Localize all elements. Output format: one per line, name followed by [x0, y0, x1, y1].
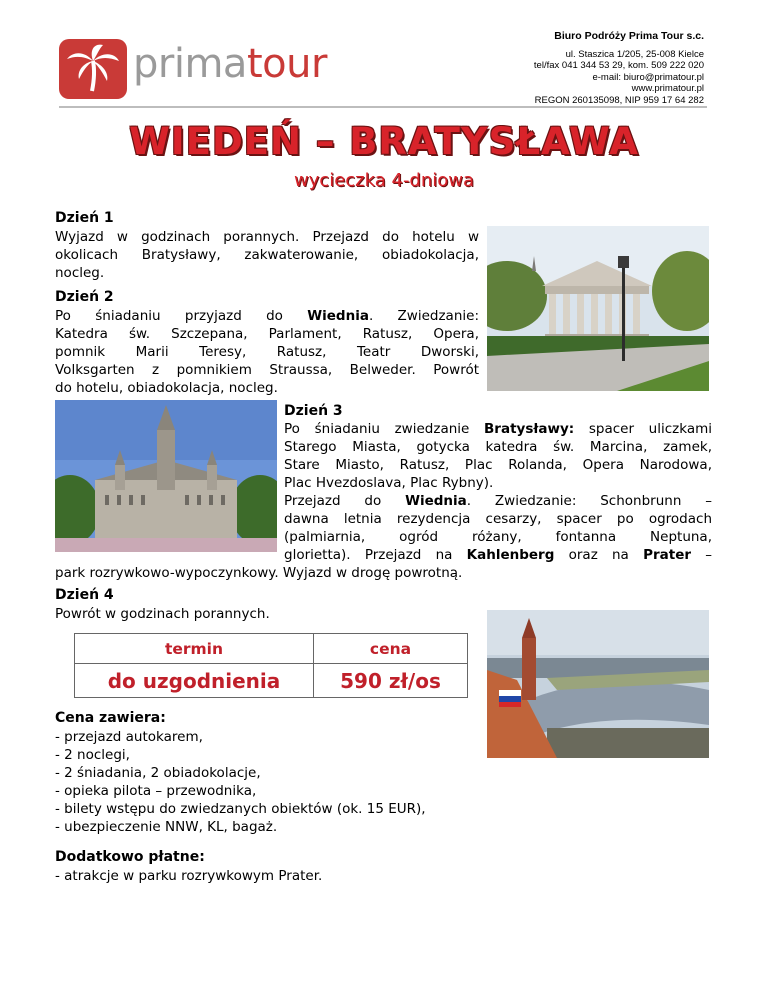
day2-text-span: Po śniadaniu przyjazd do — [55, 308, 308, 324]
list-item: - bilety wstępu do zwiedzanych obiektów (ok. 15 EUR), — [55, 801, 426, 817]
list-item: - ubezpieczenie NNW, KL, bagaż. — [55, 819, 278, 835]
day3-line — [284, 546, 712, 564]
header-divider — [59, 106, 707, 108]
day2-text — [55, 307, 479, 397]
day2-line: pomnik Marii Teresy, Ratusz, Teatr Dworski, — [55, 344, 479, 360]
day3-line — [284, 492, 712, 510]
day3-text-span: . Zwiedzanie: Schonbrunn – — [466, 493, 712, 509]
day3-line: (palmiarnia, ogród różany, fontanna Neptuna, — [284, 529, 712, 545]
day3-text-span: oraz na — [554, 547, 644, 563]
day1-line: nocleg. — [55, 265, 105, 281]
day2-line: Volksgarten z pomnikiem Straussa, Belweder. Powrót — [55, 362, 479, 378]
list-item: - przejazd autokarem, — [55, 729, 203, 745]
day3-bold-prater: Prater — [643, 547, 692, 563]
day4-heading: Dzień 4 — [55, 587, 114, 603]
extra-heading: Dodatkowo płatne: — [55, 849, 205, 865]
palm-tree-icon — [59, 39, 127, 99]
day4-text: Powrót w godzinach porannych. — [55, 606, 270, 622]
day3-line: Starego Miasta, gotycka katedra św. Marcina, zamek, — [284, 439, 712, 455]
photo-bratislava-view — [487, 610, 709, 758]
company-name: Biuro Podróży Prima Tour s.c. — [554, 30, 704, 42]
company-address: ul. Staszica 1/205, 25-008 Kielce — [565, 48, 704, 60]
list-item: - atrakcje w parku rozrywkowym Prater. — [55, 868, 323, 884]
day1-line: okolicach Bratysławy, zakwaterowanie, obiadokolacja, — [55, 247, 479, 263]
day2-heading: Dzień 2 — [55, 289, 114, 305]
company-email: e-mail: biuro@primatour.pl — [592, 71, 704, 83]
logo-wordmark — [133, 41, 327, 87]
price-table-header-cena: cena — [314, 634, 468, 664]
day2-bold-wiednia: Wiednia — [307, 308, 369, 324]
includes-heading: Cena zawiera: — [55, 710, 166, 726]
logo-part-tour: tour — [246, 41, 327, 87]
price-table-termin-value: do uzgodnienia — [75, 664, 314, 698]
list-item: - 2 śniadania, 2 obiadokolacje, — [55, 765, 261, 781]
logo-icon — [59, 39, 127, 99]
day2-line: do hotelu, obiadokolacja, nocleg. — [55, 380, 278, 396]
day3-line: Stare Miasto, Ratusz, Plac Rolanda, Opera Narodowa, — [284, 457, 712, 473]
day3-text-span: – — [691, 547, 712, 563]
includes-list — [55, 728, 426, 836]
day3-last-line: park rozrywkowo-wypoczynkowy. Wyjazd w drogę powrotną. — [55, 565, 463, 581]
list-item: - opieka pilota – przewodnika, — [55, 783, 257, 799]
day3-text-span: spacer uliczkami — [574, 421, 712, 437]
photo-vienna-town-hall — [55, 400, 277, 552]
day3-text-span: Przejazd do — [284, 493, 406, 509]
page-title: WIEDEŃ – BRATYSŁAWA — [129, 120, 639, 163]
day2-text-span: . Zwiedzanie: — [368, 308, 479, 324]
price-table-header-termin: termin — [75, 634, 314, 664]
day1-line: Wyjazd w godzinach porannych. Przejazd do hotelu w — [55, 229, 479, 245]
day1-text — [55, 228, 479, 282]
day3-bold-bratyslawy: Bratysławy: — [484, 421, 575, 437]
day3-bold-wiednia: Wiednia — [405, 493, 467, 509]
company-website: www.primatour.pl — [631, 83, 704, 94]
company-ids: REGON 260135098, NIP 959 17 64 282 — [534, 94, 704, 106]
day3-heading: Dzień 3 — [284, 403, 343, 419]
day3-line: dawna letnia rezydencja cesarzy, spacer po ogrodach — [284, 511, 712, 527]
price-table-cena-value: 590 zł/os — [314, 664, 468, 698]
page-subtitle: wycieczka 4-dniowa — [293, 170, 475, 191]
day2-line — [55, 307, 479, 325]
day3-text — [284, 420, 712, 564]
day3-line — [284, 420, 712, 438]
list-item: - 2 noclegi, — [55, 747, 130, 763]
photo-vienna-temple — [487, 226, 709, 391]
company-phone: tel/fax 041 344 53 29, kom. 509 222 020 — [533, 60, 704, 71]
company-info — [534, 31, 704, 106]
logo-part-prima: prima — [133, 41, 247, 87]
day3-line: Plac Hvezdoslava, Plac Rybny). — [284, 475, 494, 491]
day2-line: Katedra św. Szczepana, Parlament, Ratusz, Opera, — [55, 326, 479, 342]
day3-text-span: glorietta). Przejazd na — [284, 547, 467, 563]
day3-bold-kahlenberg: Kahlenberg — [466, 547, 555, 563]
day3-text-span: Po śniadaniu zwiedzanie — [284, 421, 485, 437]
price-table — [74, 633, 468, 698]
day1-heading: Dzień 1 — [55, 210, 114, 226]
